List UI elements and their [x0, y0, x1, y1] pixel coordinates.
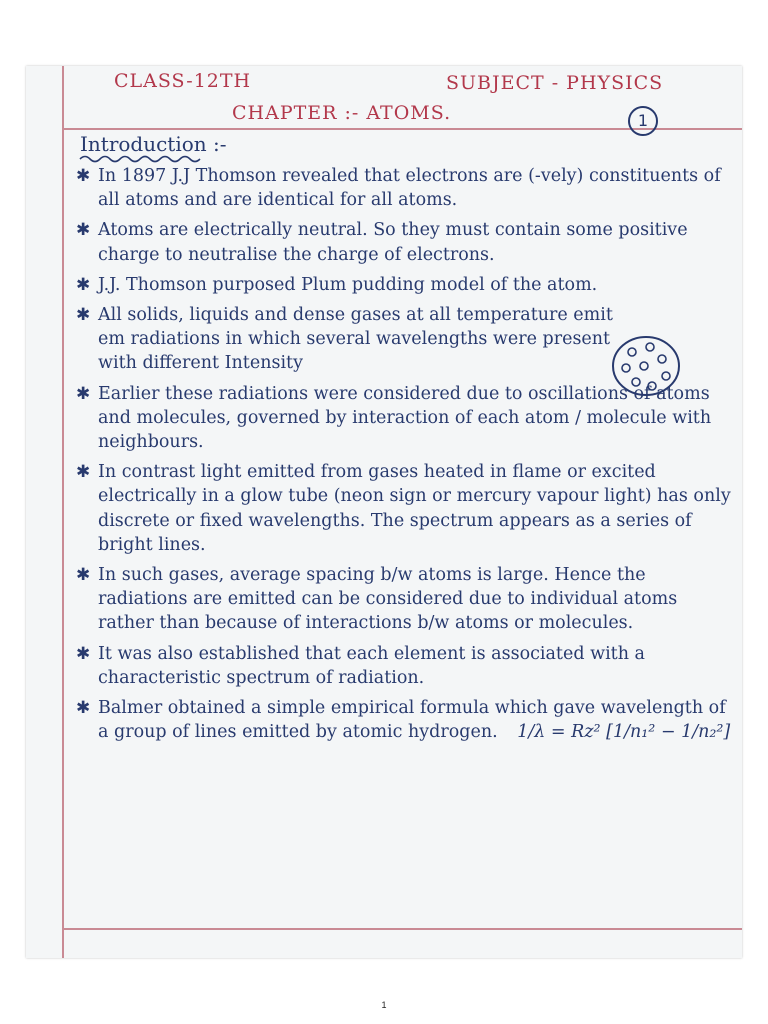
bullet-text: All solids, liquids and dense gases at all temperature emit em radiations in which several wavelengths were present with different Intensity [98, 305, 613, 374]
bullet-item [76, 696, 732, 744]
asterisk-bullet-icon: ✱ [76, 643, 91, 664]
margin-line [62, 66, 64, 958]
asterisk-bullet-icon: ✱ [76, 383, 91, 404]
bullet-item [76, 218, 732, 266]
notes-content [76, 164, 732, 744]
bullet-item [76, 460, 732, 557]
subject-label: SUBJECT - PHYSICS [446, 72, 664, 94]
asterisk-bullet-icon: ✱ [76, 166, 91, 186]
page-number-circle: 1 [628, 106, 658, 136]
bullet-text: In contrast light emitted from gases heated in flame or excited electrically in a glow tube (neon sign or mercury vapour light) has only discrete or fixed wavelengths. The spectrum appears as a series of bright lines. [98, 462, 731, 555]
bullet-text: J.J. Thomson purposed Plum pudding model of the atom. [98, 274, 598, 295]
bullet-text: Earlier these radiations were considered due to oscillations of atoms and molecules, governed by interaction of each atom / molecule with neighbours. [98, 383, 712, 453]
section-title: Introduction :- [80, 132, 227, 156]
asterisk-bullet-icon: ✱ [76, 305, 91, 326]
notebook-page [26, 66, 742, 958]
bullet-item [76, 563, 732, 636]
bullet-item [76, 303, 732, 376]
balmer-formula: 1/λ = Rz² [1/n₁² − 1/n₂²] [517, 722, 731, 743]
class-label: CLASS-12TH [114, 70, 252, 92]
bullet-item [76, 164, 732, 212]
asterisk-bullet-icon: ✱ [76, 274, 91, 295]
bullet-text: In 1897 J.J Thomson revealed that electrons are (-vely) constituents of all atoms and are identical for all atoms. [98, 166, 721, 211]
asterisk-bullet-icon: ✱ [76, 565, 91, 586]
asterisk-bullet-icon: ✱ [76, 220, 91, 241]
bullet-text: Atoms are electrically neutral. So they must contain some positive charge to neutralise the charge of electrons. [98, 220, 688, 265]
bullet-text: In such gases, average spacing b/w atoms is large. Hence the radiations are emitted can be considered due to individual atoms rather than because of interactions b/w atoms or molecules. [98, 565, 678, 634]
bullet-text: Balmer obtained a simple empirical formula which gave wavelength of a group of lines emitted by atomic hydrogen. [98, 698, 726, 743]
bullet-text: It was also established that each element is associated with a characteristic spectrum of radiation. [98, 643, 645, 688]
asterisk-bullet-icon: ✱ [76, 698, 91, 719]
chapter-label: CHAPTER :- ATOMS. [232, 102, 452, 124]
footer-page-number: 1 [381, 1000, 387, 1010]
bullet-item [76, 642, 732, 690]
underline-squiggle-icon [78, 154, 208, 164]
asterisk-bullet-icon: ✱ [76, 462, 91, 483]
bullet-item [76, 382, 732, 455]
bullet-item [76, 273, 732, 297]
bottom-rule [62, 928, 742, 930]
